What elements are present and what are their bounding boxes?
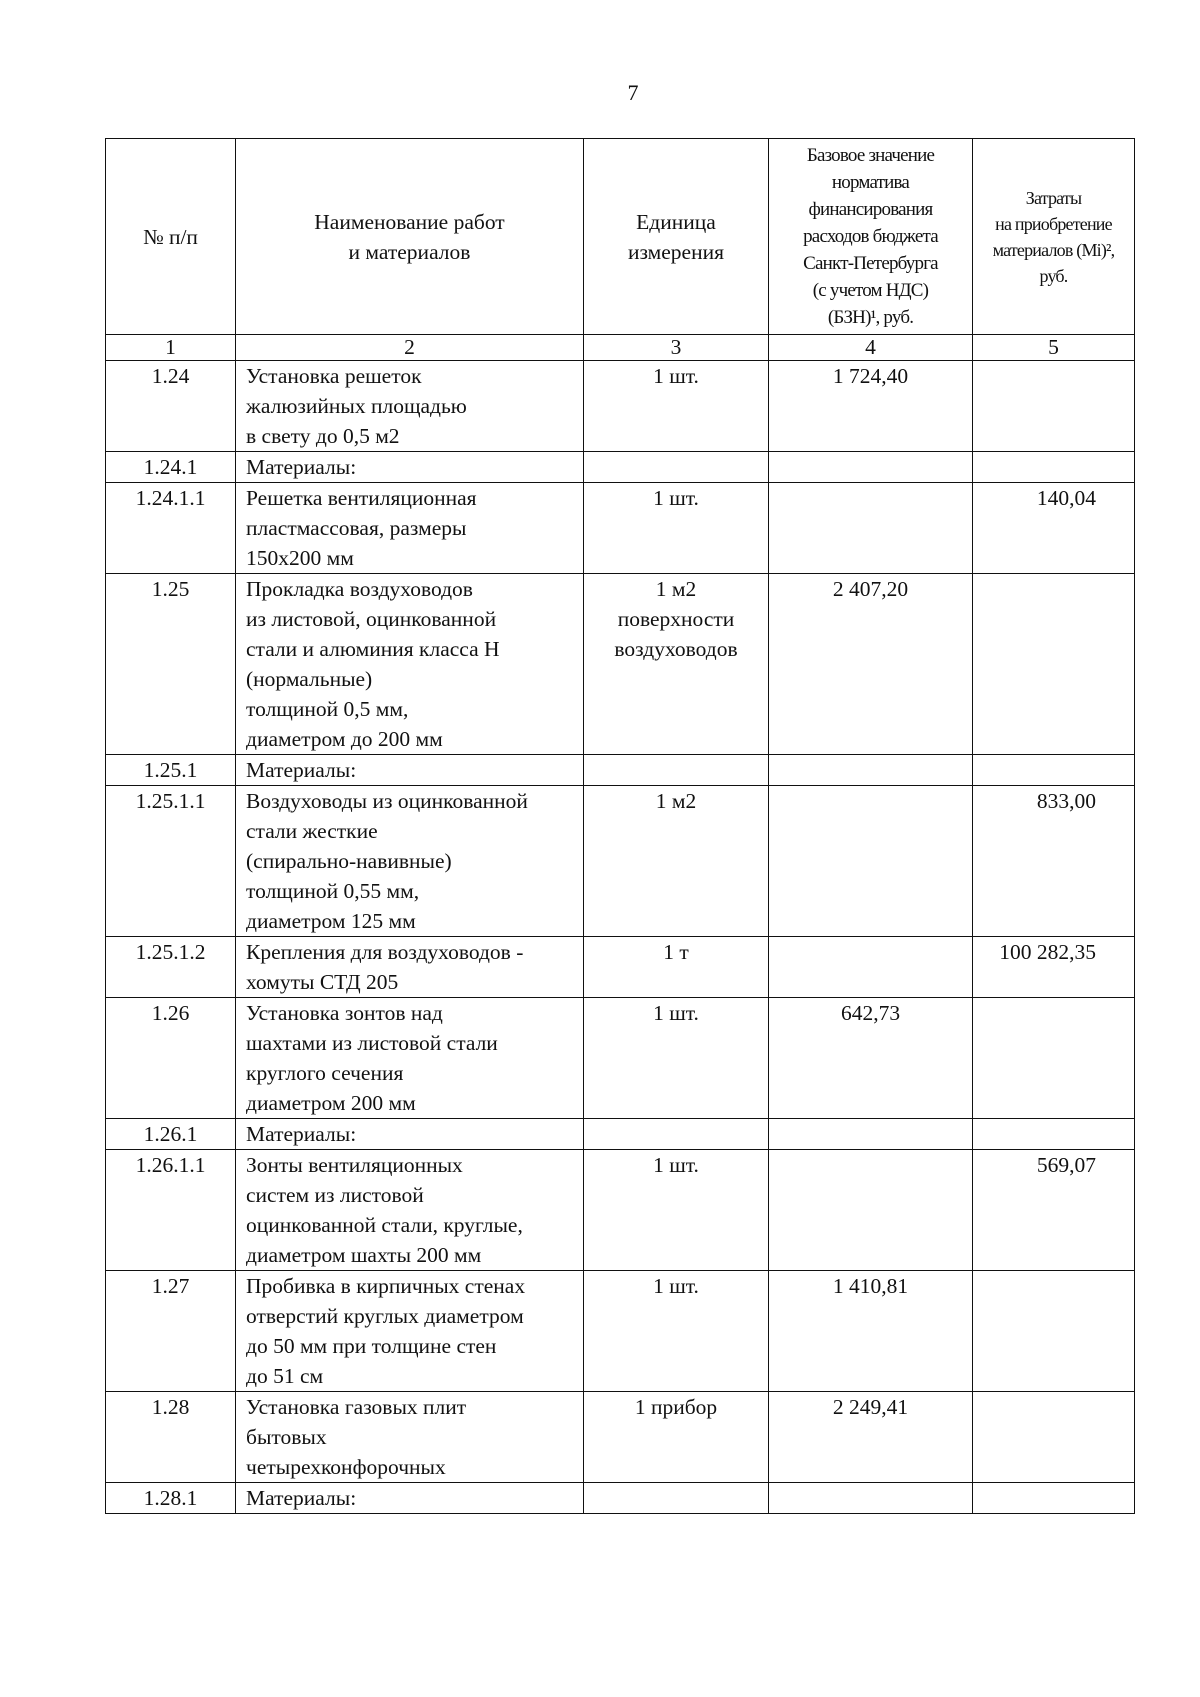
row-base-value <box>769 1119 973 1150</box>
row-number: 1.27 <box>106 1271 236 1392</box>
table-row <box>106 998 1135 1119</box>
table-row <box>106 937 1135 998</box>
row-number: 1.25.1 <box>106 755 236 786</box>
table-row <box>106 1392 1135 1483</box>
row-material-cost: 833,00 <box>973 786 1135 937</box>
row-unit: 1 шт. <box>584 483 769 574</box>
header-name: Наименование работ и материалов <box>236 139 584 335</box>
table-row <box>106 452 1135 483</box>
row-base-value <box>769 786 973 937</box>
row-name: Материалы: <box>236 1483 584 1514</box>
row-name: Установка зонтов над шахтами из листовой стали круглого сечения диаметром 200 мм <box>236 998 584 1119</box>
row-name: Материалы: <box>236 452 584 483</box>
row-name: Прокладка воздуховодов из листовой, оцинкованной стали и алюминия класса Н (нормальные) толщиной 0,5 мм, диаметром до 200 мм <box>236 574 584 755</box>
column-number: 2 <box>236 335 584 361</box>
row-name: Установка решеток жалюзийных площадью в свету до 0,5 м2 <box>236 361 584 452</box>
row-number: 1.28.1 <box>106 1483 236 1514</box>
table-header-row <box>106 139 1135 335</box>
row-unit: 1 м2 <box>584 786 769 937</box>
row-unit: 1 т <box>584 937 769 998</box>
row-material-cost <box>973 1119 1135 1150</box>
page-number: 7 <box>627 80 639 105</box>
table-row <box>106 574 1135 755</box>
row-unit: 1 шт. <box>584 1150 769 1271</box>
row-unit <box>584 452 769 483</box>
row-name: Установка газовых плит бытовых четырехконфорочных <box>236 1392 584 1483</box>
header-unit: Единица измерения <box>584 139 769 335</box>
table-row <box>106 1150 1135 1271</box>
row-unit <box>584 1119 769 1150</box>
row-unit: 1 шт. <box>584 1271 769 1392</box>
row-material-cost: 140,04 <box>973 483 1135 574</box>
row-material-cost <box>973 755 1135 786</box>
row-unit: 1 шт. <box>584 998 769 1119</box>
table-row <box>106 786 1135 937</box>
row-name: Крепления для воздуховодов - хомуты СТД 205 <box>236 937 584 998</box>
row-material-cost: 100 282,35 <box>973 937 1135 998</box>
table-row <box>106 483 1135 574</box>
row-unit: 1 шт. <box>584 361 769 452</box>
row-material-cost <box>973 1271 1135 1392</box>
row-name: Пробивка в кирпичных стенах отверстий круглых диаметром до 50 мм при толщине стен до 51 см <box>236 1271 584 1392</box>
row-number: 1.24 <box>106 361 236 452</box>
row-unit <box>584 755 769 786</box>
row-unit <box>584 1483 769 1514</box>
column-number: 3 <box>584 335 769 361</box>
table-row <box>106 1483 1135 1514</box>
row-number: 1.25.1.2 <box>106 937 236 998</box>
row-base-value: 2 249,41 <box>769 1392 973 1483</box>
row-number: 1.28 <box>106 1392 236 1483</box>
table-row <box>106 755 1135 786</box>
row-base-value <box>769 1150 973 1271</box>
row-base-value: 2 407,20 <box>769 574 973 755</box>
row-number: 1.25.1.1 <box>106 786 236 937</box>
column-number: 1 <box>106 335 236 361</box>
row-number: 1.24.1.1 <box>106 483 236 574</box>
row-number: 1.26 <box>106 998 236 1119</box>
row-material-cost: 569,07 <box>973 1150 1135 1271</box>
row-number: 1.26.1.1 <box>106 1150 236 1271</box>
row-unit: 1 м2 поверхности воздуховодов <box>584 574 769 755</box>
row-material-cost <box>973 998 1135 1119</box>
row-base-value: 1 410,81 <box>769 1271 973 1392</box>
row-name: Решетка вентиляционная пластмассовая, размеры 150x200 мм <box>236 483 584 574</box>
row-number: 1.26.1 <box>106 1119 236 1150</box>
row-base-value <box>769 483 973 574</box>
column-number: 5 <box>973 335 1135 361</box>
column-numbers-row <box>106 335 1135 361</box>
column-number: 4 <box>769 335 973 361</box>
row-number: 1.25 <box>106 574 236 755</box>
row-number: 1.24.1 <box>106 452 236 483</box>
header-base-value: Базовое значение норматива финансирования расходов бюджета Санкт-Петербурга (с учетом НДС) (БЗН)¹, руб. <box>769 139 973 335</box>
row-material-cost <box>973 1483 1135 1514</box>
row-name: Воздуховоды из оцинкованной стали жесткие (спирально-навивные) толщиной 0,55 мм, диаметром 125 мм <box>236 786 584 937</box>
header-material-cost: Затраты на приобретение материалов (Mi)², руб. <box>973 139 1135 335</box>
row-name: Материалы: <box>236 1119 584 1150</box>
row-material-cost <box>973 1392 1135 1483</box>
row-material-cost <box>973 361 1135 452</box>
row-unit: 1 прибор <box>584 1392 769 1483</box>
row-material-cost <box>973 452 1135 483</box>
table-row <box>106 1119 1135 1150</box>
header-num: № п/п <box>106 139 236 335</box>
row-base-value: 642,73 <box>769 998 973 1119</box>
row-base-value <box>769 1483 973 1514</box>
row-material-cost <box>973 574 1135 755</box>
row-base-value: 1 724,40 <box>769 361 973 452</box>
row-name: Зонты вентиляционных систем из листовой оцинкованной стали, круглые, диаметром шахты 200 мм <box>236 1150 584 1271</box>
row-base-value <box>769 452 973 483</box>
row-name: Материалы: <box>236 755 584 786</box>
table-row <box>106 1271 1135 1392</box>
norms-table <box>105 138 1135 1514</box>
row-base-value <box>769 755 973 786</box>
row-base-value <box>769 937 973 998</box>
table-row <box>106 361 1135 452</box>
